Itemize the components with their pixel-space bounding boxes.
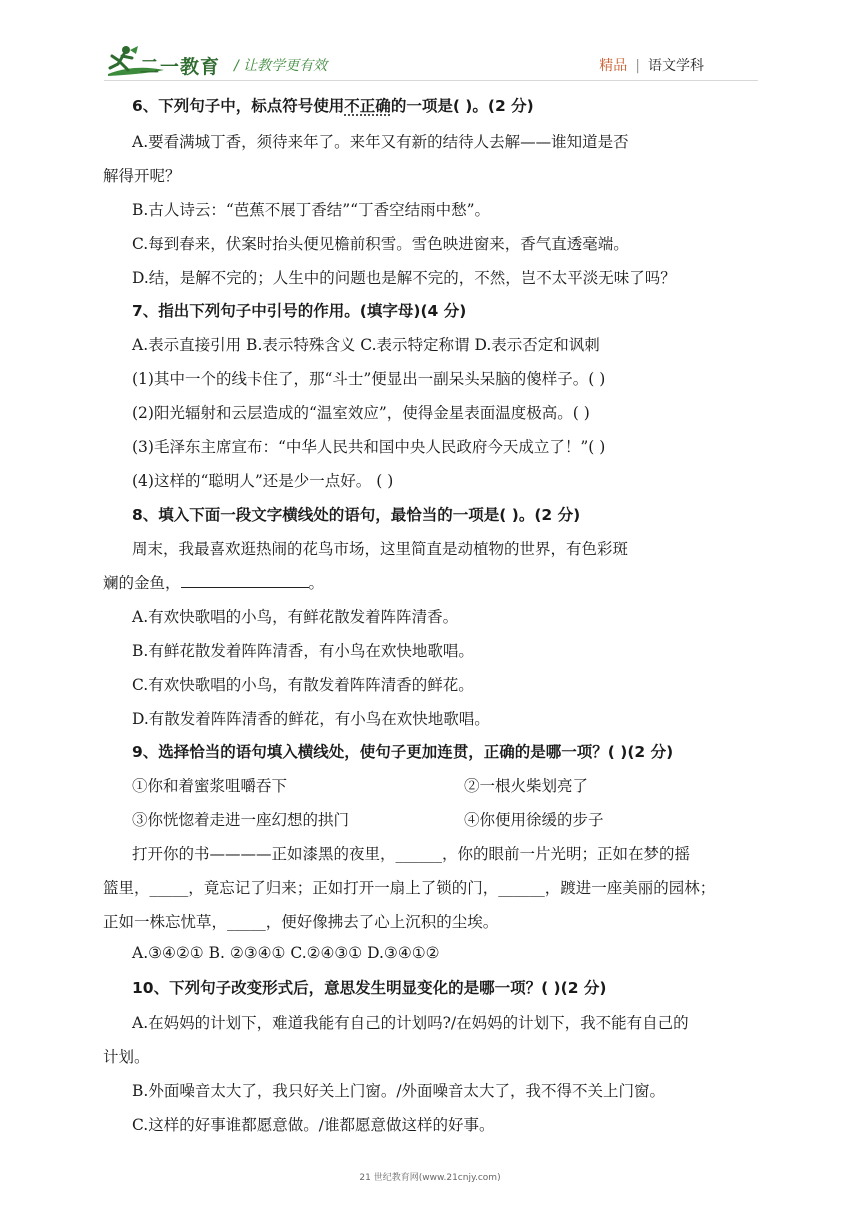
q9-choice-1: ①你和着蜜浆咀嚼吞下 [132, 777, 288, 795]
q6-stem-emphasis: 不正确 [344, 97, 391, 115]
header-separator: | [635, 58, 640, 74]
q6-option-a-2: 解得开呢？ [103, 167, 181, 185]
page-footer: 21 世纪教育网(www.21cnjy.com) [359, 1173, 501, 1183]
q8-fill-blank [181, 573, 309, 588]
q8-passage-2 [103, 571, 324, 593]
q6-option-b: B.古人诗云：“芭蕉不展丁香结”“丁香空结雨中愁”。 [132, 201, 491, 219]
q9-choice-2: ②一根火柴划亮了 [464, 777, 589, 795]
q8-passage-1: 周末，我最喜欢逛热闹的花鸟市场，这里简直是动植物的世界，有色彩斑 [132, 540, 629, 558]
q10-option-a-2: 计划。 [103, 1048, 150, 1066]
q9-stem: 9、选择恰当的语句填入横线处，使句子更加连贯，正确的是哪一项？( )(2 分) [132, 743, 674, 761]
q9-passage-1: 打开你的书————正如漆黑的夜里，______，你的眼前一片光明；正如在梦的摇 [132, 845, 691, 863]
q9-options: A.③④②① B. ②③④① C.②④③① D.③④①② [132, 944, 440, 962]
q6-option-a-1: A.要看满城丁香，须待来年了。来年又有新的结待人去解——谁知道是否 [132, 133, 629, 151]
logo-text: 二一教育 [140, 56, 221, 78]
q9-passage-2: 篮里，_____，竟忘记了归来；正如打开一扇上了锁的门，______，踱进一座美丽的园林； [103, 879, 716, 897]
subject-label: 语文学科 [648, 58, 704, 74]
slogan: / 让教学更有效 [234, 58, 328, 74]
header-right [599, 55, 704, 75]
q8-stem: 8、填入下面一段文字横线处的语句，最恰当的一项是( )。(2 分) [132, 506, 581, 524]
q6-option-d: D.结，是解不完的；人生中的问题也是解不完的，不然，岂不太平淡无味了吗？ [132, 269, 676, 287]
q9-passage-3: 正如一株忘忧草，_____，便好像拂去了心上沉积的尘埃。 [103, 913, 499, 931]
q7-sentence-4: (4)这样的“聪明人”还是少一点好。 ( ) [132, 472, 394, 490]
q7-options: A.表示直接引用 B.表示特殊含义 C.表示特定称谓 D.表示否定和讽刺 [132, 336, 600, 354]
q10-option-a-1: A.在妈妈的计划下，难道我能有自己的计划吗?/在妈妈的计划下，我不能有自己的 [132, 1014, 689, 1032]
q8-passage-2-text: 斓的金鱼， [103, 574, 181, 592]
q10-option-b: B.外面噪音太大了，我只好关上门窗。/外面噪音太大了，我不得不关上门窗。 [132, 1082, 666, 1100]
quality-badge: 精品 [599, 58, 628, 74]
q10-stem: 10、下列句子改变形式后，意思发生明显变化的是哪一项？( )(2 分) [132, 979, 607, 997]
q8-option-d: D.有散发着阵阵清香的鲜花，有小鸟在欢快地歌唱。 [132, 710, 490, 728]
q10-option-c: C.这样的好事谁都愿意做。/谁都愿意做这样的好事。 [132, 1116, 495, 1134]
q7-sentence-1: (1)其中一个的线卡住了，那“斗士”便显出一副呆头呆脑的傻样子。( ) [132, 370, 606, 388]
q6-stem [132, 94, 534, 116]
q8-option-c: C.有欢快歌唱的小鸟，有散发着阵阵清香的鲜花。 [132, 676, 474, 694]
page-header [0, 0, 860, 88]
q9-choice-3: ③你恍惚着走进一座幻想的拱门 [132, 811, 350, 829]
q8-option-b: B.有鲜花散发着阵阵清香，有小鸟在欢快地歌唱。 [132, 642, 474, 660]
q7-sentence-2: (2)阳光辐射和云层造成的“温室效应”，使得金星表面温度极高。( ) [132, 404, 590, 422]
header-divider [104, 80, 758, 81]
q8-passage-2-end: 。 [308, 574, 325, 592]
q6-option-c: C.每到春来，伏案时抬头便见檐前积雪。雪色映进窗来，香气直透毫端。 [132, 235, 629, 253]
q9-choice-4: ④你便用徐缓的步子 [464, 811, 604, 829]
q6-stem-a: 6、下列句子中，标点符号使用 [132, 97, 345, 115]
q7-stem: 7、指出下列句子中引号的作用。(填字母)(4 分) [132, 302, 467, 320]
q7-sentence-3: (3)毛泽东主席宣布：“中华人民共和国中央人民政府今天成立了！”( ) [132, 438, 606, 456]
q6-stem-b: 的一项是( )。(2 分) [390, 97, 534, 115]
q8-option-a: A.有欢快歌唱的小鸟，有鲜花散发着阵阵清香。 [132, 608, 459, 626]
